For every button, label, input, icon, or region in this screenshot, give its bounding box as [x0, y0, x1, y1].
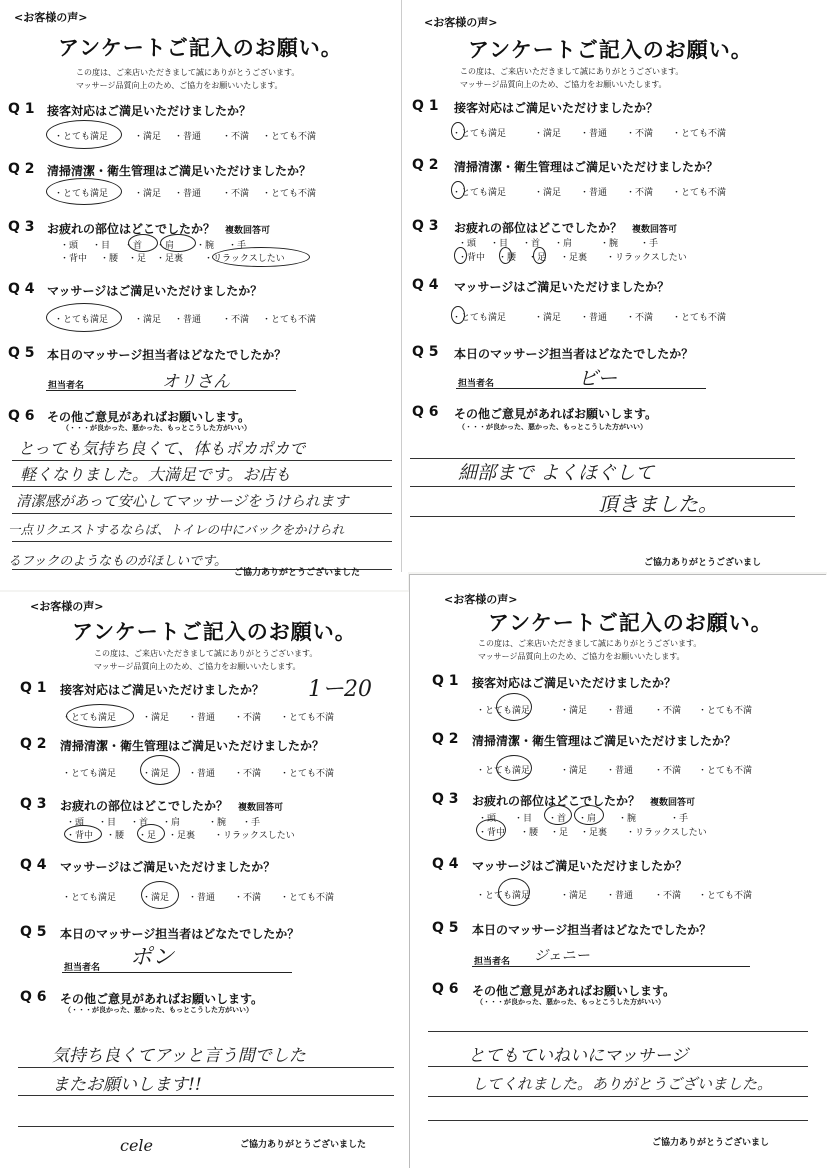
- q5-number: Q 5: [432, 920, 459, 936]
- option-eyes[interactable]: ・目: [514, 814, 533, 824]
- q4-number: Q 4: [20, 857, 47, 873]
- comment-line: [410, 486, 795, 487]
- survey-title: アンケートご記入のお願い。: [58, 36, 343, 60]
- option-very-dissatisfied[interactable]: ・とても不満: [698, 766, 753, 776]
- option-arm[interactable]: ・腕: [196, 241, 215, 251]
- q2-number: Q 2: [412, 157, 439, 173]
- option-very-dissatisfied[interactable]: ・とても不満: [280, 769, 335, 779]
- q3-options-row2: [458, 250, 687, 263]
- staff-label: 担当者名: [48, 381, 85, 391]
- q6-subtext: （・・・が良かった、悪かった、もっとこうした方がいい）: [64, 1006, 253, 1014]
- answer-circle: [451, 306, 465, 324]
- option-arm[interactable]: ・腕: [208, 818, 227, 828]
- survey-sheet-1: [0, 0, 408, 590]
- option-satisfied[interactable]: ・満足: [560, 766, 588, 776]
- comment-line: [12, 460, 392, 461]
- option-waist[interactable]: ・腰: [520, 828, 539, 838]
- intro-text: [76, 66, 299, 92]
- q4-text: マッサージはご満足いただけましたか？: [60, 860, 276, 874]
- comment-text: 清潔感があって安心してマッサージをうけられます: [16, 494, 349, 510]
- option-very-dissatisfied[interactable]: ・とても不満: [262, 189, 317, 199]
- option-relax[interactable]: ・リラックスしたい: [204, 254, 285, 264]
- option-normal[interactable]: ・普通: [188, 769, 216, 779]
- q1-text: 接客対応はご満足いただけましたか？: [60, 683, 265, 697]
- option-head[interactable]: ・頭: [458, 239, 477, 249]
- option-satisfied[interactable]: ・満足: [134, 189, 162, 199]
- option-head[interactable]: ・頭: [478, 814, 497, 824]
- answer-circle: [574, 805, 604, 825]
- comment-line: [18, 1095, 394, 1096]
- option-satisfied[interactable]: ・満足: [134, 132, 162, 142]
- q4-number: Q 4: [412, 277, 439, 293]
- answer-circle: [46, 178, 122, 205]
- header-tag: <お客様の声>: [14, 11, 88, 24]
- survey-sheet-4: [410, 575, 827, 1169]
- option-very-satisfied[interactable]: ・とても満足: [54, 189, 109, 199]
- survey-title: アンケートご記入のお願い。: [468, 38, 753, 62]
- option-normal[interactable]: ・普通: [174, 315, 202, 325]
- option-very-satisfied[interactable]: ・とても満足: [62, 713, 117, 723]
- intro-line-1: この度は、ご来店いただきまして誠にありがとうございます。: [478, 639, 702, 648]
- staff-name: ビー: [578, 366, 618, 390]
- option-neck[interactable]: ・首: [130, 818, 149, 828]
- option-hand[interactable]: ・手: [228, 241, 247, 251]
- option-hand[interactable]: ・手: [640, 239, 659, 249]
- intro-line-1: この度は、ご来店いただきまして誠にありがとうございます。: [94, 649, 318, 658]
- q4-options: [62, 890, 334, 903]
- q1-number: Q 1: [8, 101, 35, 117]
- q3-label: お疲れの部位はどこでしたか？: [47, 222, 216, 236]
- option-relax[interactable]: ・リラックスしたい: [626, 828, 707, 838]
- option-satisfied[interactable]: ・満足: [560, 891, 588, 901]
- q3-label: お疲れの部位はどこでしたか？: [60, 799, 229, 813]
- comment-text: 気持ち良くてアッと言う間でした: [52, 1046, 306, 1066]
- option-normal[interactable]: ・普通: [174, 189, 202, 199]
- option-back[interactable]: ・背中: [66, 831, 94, 841]
- q6-subtext: （・・・が良かった、悪かった、もっとこうした方がいい）: [476, 998, 665, 1006]
- q1-text: 接客対応はご満足いただけましたか？: [472, 676, 677, 690]
- option-shoulder[interactable]: ・肩: [554, 239, 573, 249]
- option-very-dissatisfied[interactable]: ・とても不満: [280, 893, 335, 903]
- q6-subtext: （・・・が良かった、悪かった、もっとこうした方がいい）: [458, 423, 647, 431]
- option-dissatisfied[interactable]: ・不満: [222, 189, 250, 199]
- option-eyes[interactable]: ・目: [490, 239, 509, 249]
- q3-multi: 複数回答可: [238, 803, 284, 813]
- option-very-dissatisfied[interactable]: ・とても不満: [280, 713, 335, 723]
- option-very-satisfied[interactable]: ・とても満足: [62, 769, 117, 779]
- option-normal[interactable]: ・普通: [580, 313, 608, 323]
- q4-options: [452, 310, 726, 323]
- option-satisfied[interactable]: ・満足: [534, 129, 562, 139]
- q5-text: 本日のマッサージ担当者はどなたでしたか？: [60, 927, 300, 941]
- answer-circle: [451, 181, 465, 199]
- option-foot[interactable]: ・足: [128, 254, 147, 264]
- comment-line: [12, 486, 392, 487]
- option-very-satisfied[interactable]: ・とても満足: [452, 188, 507, 198]
- survey-sheet-2: [402, 0, 827, 572]
- thanks-text: ご協力ありがとうございまし: [644, 558, 762, 568]
- staff-label: 担当者名: [458, 379, 495, 389]
- q3-multi: 複数回答可: [650, 798, 696, 808]
- option-waist[interactable]: ・腰: [106, 831, 125, 841]
- q5-text: 本日のマッサージ担当者はどなたでしたか？: [472, 923, 712, 937]
- option-satisfied[interactable]: ・満足: [142, 893, 170, 903]
- option-normal[interactable]: ・普通: [188, 713, 216, 723]
- option-arm[interactable]: ・腕: [618, 814, 637, 824]
- option-dissatisfied[interactable]: ・不満: [234, 893, 262, 903]
- q5-number: Q 5: [8, 345, 35, 361]
- option-very-dissatisfied[interactable]: ・とても不満: [262, 315, 317, 325]
- q3-options-row1: [66, 815, 260, 828]
- option-normal[interactable]: ・普通: [188, 893, 216, 903]
- header-tag: <お客様の声>: [424, 16, 498, 29]
- answer-circle: [476, 819, 506, 841]
- option-normal[interactable]: ・普通: [580, 188, 608, 198]
- option-satisfied[interactable]: ・満足: [142, 713, 170, 723]
- option-normal[interactable]: ・普通: [580, 129, 608, 139]
- staff-line: [62, 972, 292, 973]
- option-back[interactable]: ・背中: [60, 254, 88, 264]
- intro-text: [460, 65, 683, 91]
- option-head[interactable]: ・頭: [66, 818, 85, 828]
- q6-number: Q 6: [432, 981, 459, 997]
- option-satisfied[interactable]: ・満足: [560, 706, 588, 716]
- answer-circle: [160, 234, 196, 252]
- q3-multi: 複数回答可: [632, 225, 678, 235]
- intro-text: [478, 637, 701, 663]
- thanks-text: ご協力ありがとうございまし: [652, 1138, 770, 1148]
- staff-line: [472, 966, 750, 967]
- option-dissatisfied[interactable]: ・不満: [234, 769, 262, 779]
- staff-name: ポン: [130, 945, 175, 970]
- q3-number: Q 3: [412, 218, 439, 234]
- option-dissatisfied[interactable]: ・不満: [234, 713, 262, 723]
- option-waist[interactable]: ・腰: [100, 254, 119, 264]
- option-satisfied[interactable]: ・満足: [534, 188, 562, 198]
- thanks-text: ご協力ありがとうございました: [234, 568, 361, 578]
- option-shoulder[interactable]: ・肩: [162, 818, 181, 828]
- intro-line-2: マッサージ品質向上のため、ご協力をお願いいたします。: [460, 80, 667, 89]
- q6-number: Q 6: [20, 989, 47, 1005]
- q6-text: その他ご意見があればお願いします。: [60, 992, 264, 1006]
- comment-text: 軽くなりました。大満足です。お店も: [20, 465, 291, 484]
- comment-text: とっても気持ち良くて、体もポカポカで: [18, 439, 306, 458]
- survey-title: アンケートご記入のお願い。: [72, 620, 357, 644]
- q3-multi: 複数回答可: [225, 226, 271, 236]
- comment-line: [12, 541, 392, 542]
- option-head[interactable]: ・頭: [60, 241, 79, 251]
- option-dissatisfied[interactable]: ・不満: [654, 706, 682, 716]
- option-normal[interactable]: ・普通: [606, 891, 634, 901]
- answer-circle: [212, 247, 310, 267]
- option-normal[interactable]: ・普通: [606, 766, 634, 776]
- option-dissatisfied[interactable]: ・不満: [626, 313, 654, 323]
- option-very-dissatisfied[interactable]: ・とても不満: [672, 313, 727, 323]
- answer-circle: [140, 755, 180, 785]
- answer-circle: [137, 824, 165, 843]
- option-back[interactable]: ・背中: [458, 253, 486, 263]
- option-back[interactable]: ・背中: [478, 828, 506, 838]
- option-very-satisfied[interactable]: ・とても満足: [476, 706, 531, 716]
- header-tag: <お客様の声>: [444, 593, 518, 606]
- q6-text: その他ご意見があればお願いします。: [454, 407, 658, 421]
- option-shoulder[interactable]: ・肩: [578, 814, 597, 824]
- survey-title: アンケートご記入のお願い。: [488, 611, 773, 635]
- staff-label: 担当者名: [64, 963, 101, 973]
- comment-text: またお願いします!!: [52, 1075, 202, 1095]
- q3-options-row1: [458, 236, 658, 249]
- q5-number: Q 5: [412, 344, 439, 360]
- option-very-satisfied[interactable]: ・とても満足: [452, 129, 507, 139]
- answer-circle: [496, 755, 532, 781]
- q1-number: Q 1: [20, 680, 47, 696]
- q2-text: 清掃清潔・衛生管理はご満足いただけましたか？: [454, 160, 719, 174]
- intro-line-2: マッサージ品質向上のため、ご協力をお願いいたします。: [76, 81, 283, 90]
- intro-line-2: マッサージ品質向上のため、ご協力をお願いいたします。: [94, 662, 301, 671]
- q1-handwritten-note: 1ー20: [308, 677, 372, 702]
- answer-circle: [128, 234, 158, 252]
- option-dissatisfied[interactable]: ・不満: [654, 766, 682, 776]
- q6-subtext: （・・・が良かった、悪かった、もっとこうした方がいい）: [62, 424, 251, 432]
- q5-text: 本日のマッサージ担当者はどなたでしたか？: [47, 348, 287, 362]
- q2-number: Q 2: [432, 731, 459, 747]
- q3-options-row2: [478, 825, 707, 838]
- comment-line: [12, 513, 392, 514]
- comment-text: してくれました。ありがとうございました。: [472, 1075, 773, 1093]
- answer-circle: [64, 825, 102, 843]
- q6-number: Q 6: [412, 404, 439, 420]
- comment-text: 頂きました。: [598, 492, 718, 516]
- q6-text: その他ご意見があればお願いします。: [47, 410, 251, 424]
- comment-line: [428, 1066, 808, 1067]
- option-sole[interactable]: ・足裏: [580, 828, 608, 838]
- option-relax[interactable]: ・リラックスしたい: [214, 831, 295, 841]
- option-sole[interactable]: ・足裏: [156, 254, 184, 264]
- q3-number: Q 3: [20, 796, 47, 812]
- option-shoulder[interactable]: ・肩: [156, 241, 175, 251]
- comment-text: 一点リクエストするならば、トイレの中にバックをかけられ: [8, 522, 345, 537]
- option-very-dissatisfied[interactable]: ・とても不満: [698, 706, 753, 716]
- answer-circle: [66, 704, 134, 728]
- option-eyes[interactable]: ・目: [98, 818, 117, 828]
- option-sole[interactable]: ・足裏: [168, 831, 196, 841]
- option-very-satisfied[interactable]: ・とても満足: [62, 893, 117, 903]
- answer-circle: [499, 247, 512, 264]
- option-dissatisfied[interactable]: ・不満: [626, 129, 654, 139]
- option-dissatisfied[interactable]: ・不満: [222, 132, 250, 142]
- q3-label: お疲れの部位はどこでしたか？: [454, 221, 623, 235]
- option-very-satisfied[interactable]: ・とても満足: [476, 766, 531, 776]
- comment-line: [18, 1126, 394, 1127]
- option-normal[interactable]: ・普通: [174, 132, 202, 142]
- comment-line: [428, 1120, 808, 1121]
- header-tag: <お客様の声>: [30, 600, 104, 613]
- comment-line: [428, 1096, 808, 1097]
- comment-text: るフックのようなものがほしいです。: [8, 554, 228, 569]
- q4-number: Q 4: [432, 856, 459, 872]
- answer-circle: [496, 693, 532, 721]
- intro-line-1: この度は、ご来店いただきまして誠にありがとうございます。: [460, 67, 684, 76]
- option-satisfied[interactable]: ・満足: [534, 313, 562, 323]
- staff-name: オリさん: [162, 372, 230, 392]
- comment-line: [428, 1031, 808, 1032]
- option-foot[interactable]: ・足: [550, 828, 569, 838]
- option-dissatisfied[interactable]: ・不満: [222, 315, 250, 325]
- answer-circle: [498, 878, 530, 906]
- option-hand[interactable]: ・手: [242, 818, 261, 828]
- comment-line: [18, 1067, 394, 1068]
- signature: cele: [120, 1136, 154, 1155]
- option-arm[interactable]: ・腕: [600, 239, 619, 249]
- q4-text: マッサージはご満足いただけましたか？: [454, 280, 670, 294]
- q3-label: お疲れの部位はどこでしたか？: [472, 794, 641, 808]
- option-very-dissatisfied[interactable]: ・とても不満: [698, 891, 753, 901]
- q3-text: [454, 219, 677, 236]
- q2-number: Q 2: [8, 161, 35, 177]
- option-very-satisfied[interactable]: ・とても満足: [476, 891, 531, 901]
- answer-circle: [451, 122, 465, 140]
- option-eyes[interactable]: ・目: [92, 241, 111, 251]
- option-sole[interactable]: ・足裏: [560, 253, 588, 263]
- option-normal[interactable]: ・普通: [606, 706, 634, 716]
- comment-text: 細部まで よくほぐして: [458, 462, 655, 484]
- q3-text: [60, 797, 283, 814]
- q1-number: Q 1: [432, 673, 459, 689]
- q2-options: [62, 766, 334, 779]
- answer-circle: [454, 247, 467, 264]
- option-hand[interactable]: ・手: [670, 814, 689, 824]
- q2-number: Q 2: [20, 736, 47, 752]
- q3-number: Q 3: [8, 219, 35, 235]
- thanks-text: ご協力ありがとうございました: [240, 1140, 367, 1150]
- option-dissatisfied[interactable]: ・不満: [654, 891, 682, 901]
- option-dissatisfied[interactable]: ・不満: [626, 188, 654, 198]
- q2-text: 清掃清潔・衛生管理はご満足いただけましたか？: [47, 164, 312, 178]
- option-very-satisfied[interactable]: ・とても満足: [54, 132, 109, 142]
- answer-circle: [533, 247, 546, 264]
- answer-circle: [46, 303, 122, 332]
- option-very-dissatisfied[interactable]: ・とても不満: [262, 132, 317, 142]
- option-very-dissatisfied[interactable]: ・とても不満: [672, 129, 727, 139]
- q4-number: Q 4: [8, 281, 35, 297]
- q1-number: Q 1: [412, 98, 439, 114]
- q5-number: Q 5: [20, 924, 47, 940]
- option-satisfied[interactable]: ・満足: [134, 315, 162, 325]
- q4-text: マッサージはご満足いただけましたか？: [472, 859, 688, 873]
- staff-label: 担当者名: [474, 957, 511, 967]
- staff-name: ジェニー: [534, 948, 590, 964]
- answer-circle: [46, 120, 122, 149]
- q3-number: Q 3: [432, 791, 459, 807]
- q1-options: [452, 126, 726, 139]
- comment-text: とてもていねいにマッサージ: [468, 1046, 688, 1066]
- intro-line-2: マッサージ品質向上のため、ご協力をお願いいたします。: [478, 652, 685, 661]
- q6-text: その他ご意見があればお願いします。: [472, 984, 676, 998]
- option-very-dissatisfied[interactable]: ・とても不満: [672, 188, 727, 198]
- q3-text: [47, 220, 270, 237]
- option-foot[interactable]: ・足: [138, 831, 157, 841]
- option-waist[interactable]: ・腰: [498, 253, 517, 263]
- q2-text: 清掃清潔・衛生管理はご満足いただけましたか？: [472, 734, 737, 748]
- intro-line-1: この度は、ご来店いただきまして誠にありがとうございます。: [76, 68, 300, 77]
- q2-options: [452, 185, 726, 198]
- q4-text: マッサージはご満足いただけましたか？: [47, 284, 263, 298]
- survey-sheet-3: [0, 592, 410, 1169]
- intro-text: [94, 647, 317, 673]
- q1-text: 接客対応はご満足いただけましたか？: [454, 101, 659, 115]
- option-neck[interactable]: ・首: [522, 239, 541, 249]
- option-foot[interactable]: ・足: [528, 253, 547, 263]
- option-relax[interactable]: ・リラックスしたい: [606, 253, 687, 263]
- option-satisfied[interactable]: ・満足: [142, 769, 170, 779]
- option-neck[interactable]: ・首: [124, 241, 143, 251]
- q2-text: 清掃清潔・衛生管理はご満足いただけましたか？: [60, 739, 325, 753]
- answer-circle: [141, 881, 179, 909]
- q6-number: Q 6: [8, 408, 35, 424]
- option-very-satisfied[interactable]: ・とても満足: [452, 313, 507, 323]
- option-neck[interactable]: ・首: [548, 814, 567, 824]
- answer-circle: [544, 805, 572, 825]
- option-very-satisfied[interactable]: ・とても満足: [54, 315, 109, 325]
- q1-text: 接客対応はご満足いただけましたか？: [47, 104, 252, 118]
- q5-text: 本日のマッサージ担当者はどなたでしたか？: [454, 347, 694, 361]
